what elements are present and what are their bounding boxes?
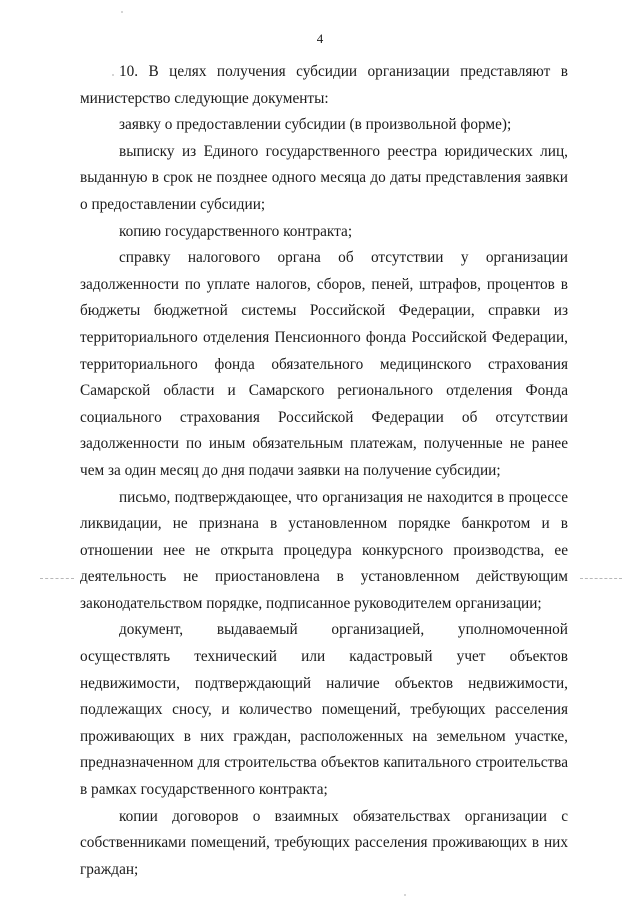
paragraph-tax-certificate: справку налогового органа об отсутствии у организации задолженности по уплате налогов, сборов, пеней, штрафов, процентов в бюджеты бюджетной системы Российской Федерации, справки из территориального отделения Пенсионного фонда Российской Федерации, территориального фонда обязательного медицинского страхования Самарской области и Самарского регионального отделения Фонда социального страхования Российской Федерации об отсутствии задолженности по иным обязательным платежам, полученные не ранее чем за один месяц до дня подачи заявки на получение субсидии; xyxy=(80,249,568,479)
paragraph-application: заявку о предоставлении субсидии (в произвольной форме); xyxy=(119,116,512,134)
paragraph-documents-intro: 10. В целях получения субсидии организации представляют в министерство следующие документы: xyxy=(80,63,568,107)
page-number: 4 xyxy=(316,31,324,46)
paragraph-owner-agreements: копии договоров о взаимных обязательствах организации с собственниками помещений, требующих расселения проживающих в них граждан; xyxy=(80,807,568,878)
paragraph-cadastral-document: документ, выдаваемый организацией, уполномоченной осуществлять технический или кадастровый учет объектов недвижимости, подтверждающий наличие объектов недвижимости, подлежащих сносу, и количество помещений, требующих расселения проживающих в них граждан, расположенных на земельном участке, предназначенном для строительства объектов капитального строительства в рамках государственного контракта; xyxy=(80,621,568,799)
paragraph-liquidation-letter: письмо, подтверждающее, что организация не находится в процессе ликвидации, не признана в установленном порядке банкротом и в отношении нее не открыта процедура конкурсного производства, ее деятельность не приостановлена в установленном действующим законодательством порядке, подписанное руководителем организации; xyxy=(80,488,568,612)
document-body xyxy=(80,59,568,883)
scan-speck xyxy=(112,74,114,76)
scan-artifact-left xyxy=(40,578,74,579)
paragraph-contract-copy: копию государственного контракта; xyxy=(119,222,353,240)
paragraph-registry-extract: выписку из Единого государственного реестра юридических лиц, выданную в срок не позднее одного месяца до даты представления заявки о предоставлении субсидии; xyxy=(80,142,568,213)
scan-artifact-right xyxy=(580,578,622,579)
scan-speck xyxy=(404,894,406,896)
scan-speck xyxy=(121,11,123,13)
